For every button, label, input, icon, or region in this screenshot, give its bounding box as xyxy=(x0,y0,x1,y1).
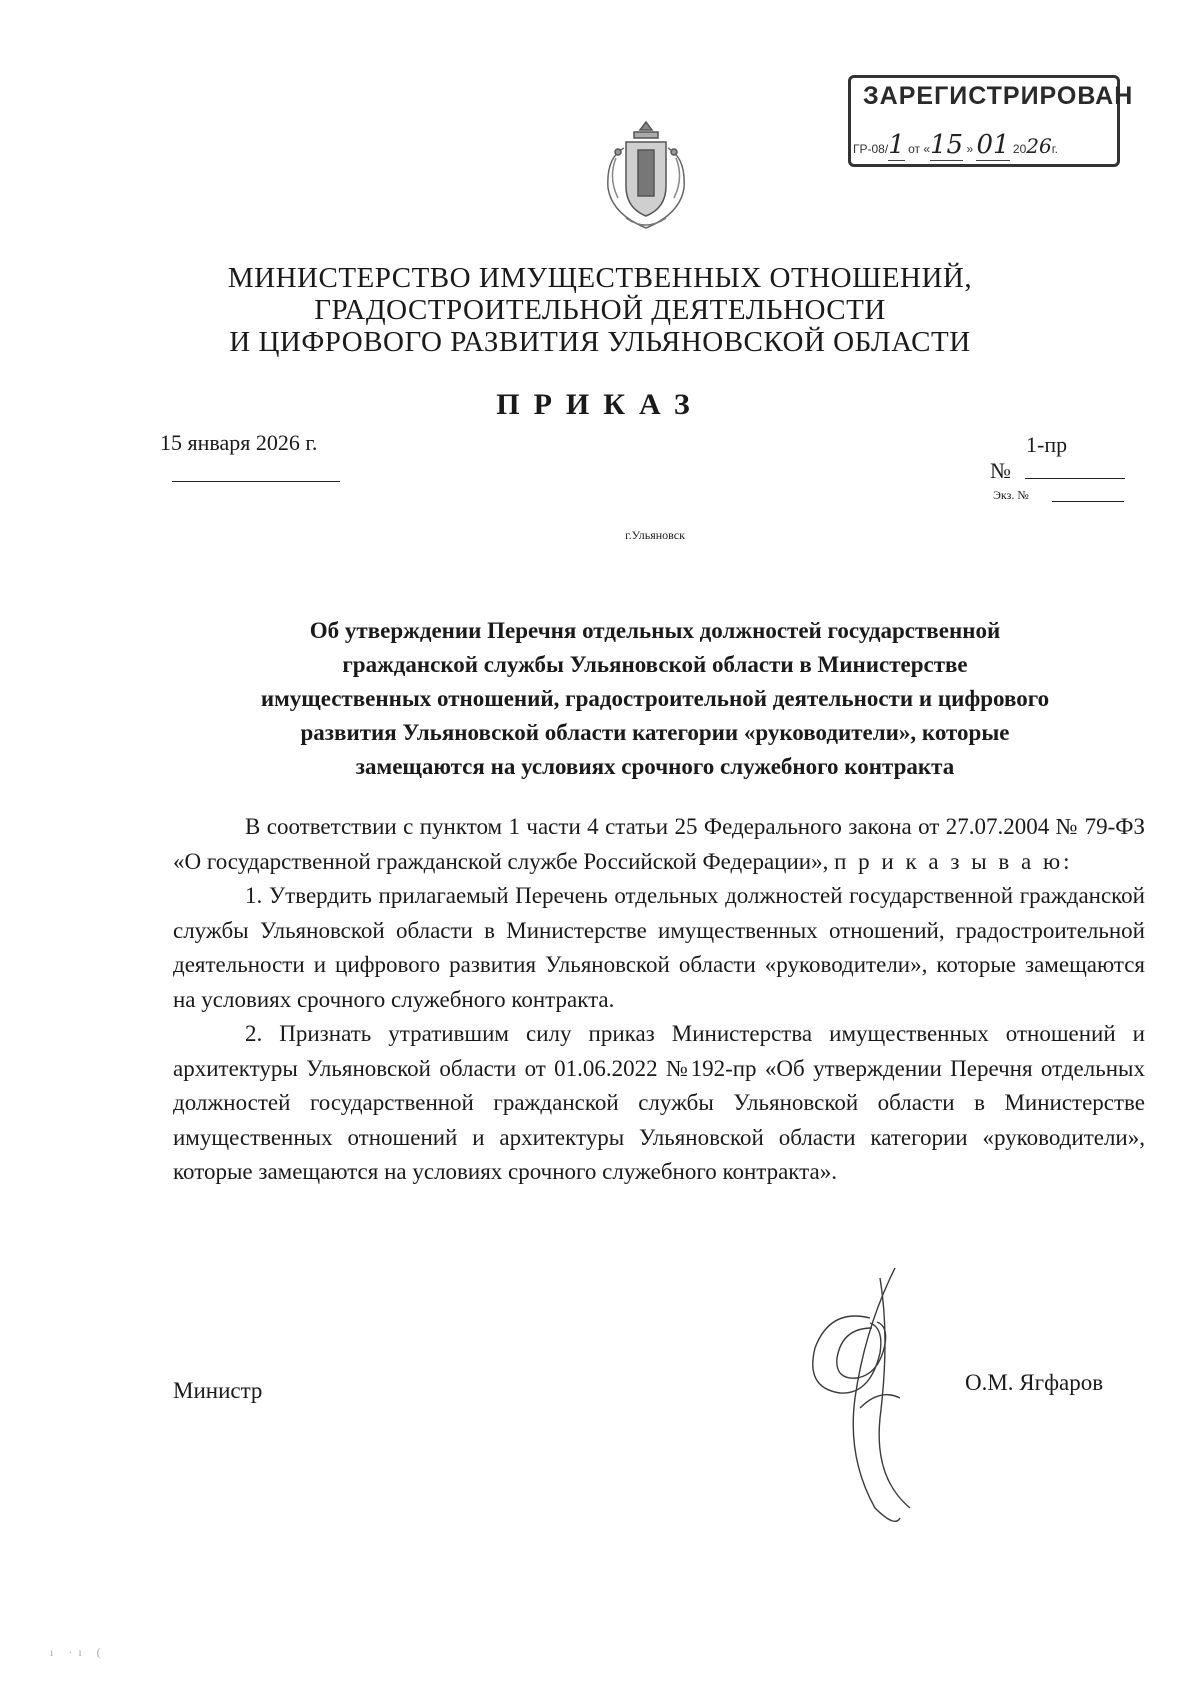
coat-of-arms-icon xyxy=(596,118,696,236)
document-body xyxy=(173,810,1145,1190)
number-underline xyxy=(1025,478,1125,479)
ministry-name xyxy=(0,262,1200,358)
order-word: п р и к а з ы в а ю: xyxy=(834,848,1073,874)
number-sign: № xyxy=(990,458,1011,483)
subject-line: Об утверждении Перечня отдельных должностей государственной xyxy=(309,618,1001,643)
handwritten-signature-icon xyxy=(800,1258,940,1528)
margin-mark: ı ·ı ( xyxy=(50,1645,107,1659)
stamp-year-suffix: 26 xyxy=(1026,134,1052,158)
stamp-year-prefix: 20 xyxy=(1012,142,1027,156)
copy-number-underline xyxy=(1052,501,1124,502)
subject-line: замещаются на условиях срочного служебного контракта xyxy=(355,754,955,779)
document-type: ПРИКАЗ xyxy=(496,388,704,421)
ministry-line: МИНИСТЕРСТВО ИМУЩЕСТВЕННЫХ ОТНОШЕНИЙ, xyxy=(227,262,973,294)
ministry-line: И ЦИФРОВОГО РАЗВИТИЯ УЛЬЯНОВСКОЙ ОБЛАСТИ xyxy=(229,326,971,358)
stamp-close: г. xyxy=(1051,142,1058,156)
stamp-reg-number: 1 xyxy=(888,130,905,160)
stamp-registration-line: ГР-08/1 от «15 » 01 2026г. xyxy=(853,130,1058,160)
subject-line: имущественных отношений, градостроительной деятельности и цифрового xyxy=(260,686,1050,711)
subject-line: развития Ульяновской области категории «руководители», которые xyxy=(300,720,1010,745)
document-date: 15 января 2026 г. xyxy=(160,430,318,455)
city: г.Ульяновск xyxy=(625,528,685,542)
intro-paragraph xyxy=(173,810,1145,879)
subject-line: гражданской службы Ульяновской области в Министерстве xyxy=(342,652,968,677)
stamp-title: ЗАРЕГИСТРИРОВАН xyxy=(863,82,1134,110)
signatory-position: Министр xyxy=(173,1378,263,1403)
stamp-from-label: от « xyxy=(908,142,930,156)
ministry-line: ГРАДОСТРОИТЕЛЬНОЙ ДЕЯТЕЛЬНОСТИ xyxy=(314,294,886,326)
intro-text: В соответствии с пунктом 1 части 4 статьи 25 Федерального закона от 27.07.2004 № 79-ФЗ «О государственной гражданской службе Российской Федерации», xyxy=(173,814,1145,874)
stamp-day: 15 xyxy=(930,130,964,160)
item-1: 1. Утвердить прилагаемый Перечень отдельных должностей государственной гражданской службы Ульяновской области в Министерстве имущественных отношений, градостроительной деятельности и цифрового развития Ульяновской области «руководители», которые замещаются на условиях срочного служебного контракта. xyxy=(173,883,1145,1012)
registration-stamp xyxy=(848,75,1134,167)
document-number: 1-пр xyxy=(1026,432,1068,457)
stamp-prefix: ГР-08/ xyxy=(853,142,889,156)
stamp-month: 01 xyxy=(976,130,1010,160)
item-2: 2. Признать утратившим силу приказ Министерства имущественных отношений и архитектуры Ульяновской области от 01.06.2022 №192-пр «Об утверждении Перечня отдельных должностей государственной гражданской службы Ульяновской области в Министерстве имущественных отношений и архитектуры Ульяновской области категории «руководители», которые замещаются на условиях срочного служебного контракта». xyxy=(173,1021,1145,1184)
copy-number-label: Экз. № xyxy=(993,488,1029,502)
date-underline xyxy=(172,481,340,482)
document-subject xyxy=(160,614,1150,784)
signatory-name: О.М. Ягфаров xyxy=(965,1370,1104,1395)
